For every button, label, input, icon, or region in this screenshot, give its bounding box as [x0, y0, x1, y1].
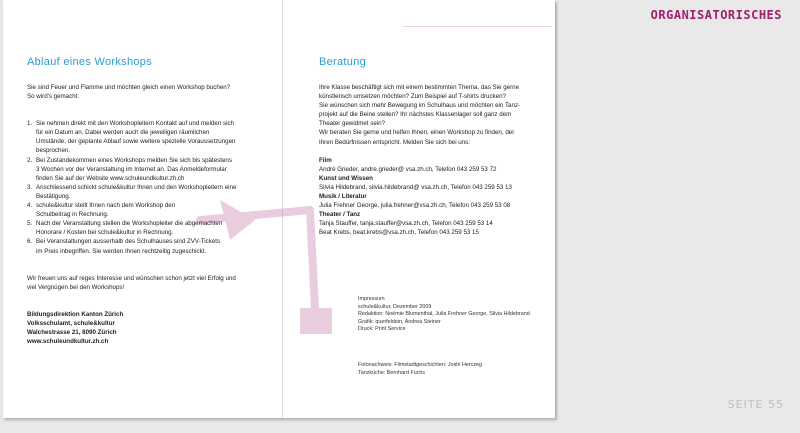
address-line: Bildungsdirektion Kanton Zürich — [27, 310, 124, 318]
consulting-intro — [319, 83, 544, 147]
contact-entry: André Grieder, andre.grieder@ vsa.zh.ch, Telefon 043 259 53 72 — [319, 165, 497, 173]
intro-line: projekt auf die Beine stellen? Ihr nächstes Klassenlager soll ganz dem — [319, 111, 512, 119]
photo-credits — [358, 362, 482, 377]
steps-list — [27, 119, 277, 255]
contact-heading: Musik / Literatur — [319, 193, 367, 201]
closing-line: viel Vergnügen bei den Workshops! — [27, 283, 125, 291]
step-item — [27, 183, 277, 201]
impressum-line: Impressum — [358, 296, 385, 302]
step-line: Bestätigung. — [36, 192, 71, 200]
step-line: Honorare / Kosten bei schule&kultur in Rechnung. — [36, 229, 174, 237]
closing-line: Wir freuen uns auf reges Interesse und wünschen schon jetzt viel Erfolg und — [27, 274, 236, 282]
website-link[interactable]: www.schuleundkultur.zh.ch — [27, 338, 109, 346]
contacts-list — [319, 156, 544, 238]
step-line: für ein Datum an. Dabei werden auch die jeweiligen räumlichen — [36, 129, 210, 137]
step-line: besprochen. — [36, 147, 71, 155]
right-title: Beratung — [319, 56, 367, 68]
intro-line: künstlerisch umsetzen möchten? Zum Beispiel auf T-shirts drucken? — [319, 93, 506, 101]
contact-entry: Tanja Stauffer, tanja.stauffer@vsa.zh.ch, Telefon 043 259 53 14 — [319, 220, 493, 228]
intro-line: Ihre Klasse beschäftigt sich mit einem bestimmten Thema, das Sie gerne — [319, 84, 520, 91]
credit-line: Fotonachweis: Filmstadtgeschichten: Joshi Herczeg — [358, 362, 483, 368]
address-line: Volksschulamt, schule&kultur — [27, 319, 115, 327]
step-item — [27, 156, 277, 183]
step-item — [27, 237, 277, 255]
step-number: 1. — [27, 120, 33, 128]
address-line: Walchestrasse 21, 8090 Zürich — [27, 328, 117, 336]
step-line: schule&kultur stellt Ihnen nach dem Workshop den — [36, 202, 176, 210]
step-line: Sie nehmen direkt mit den Workshopleitern Kontakt auf und melden sich — [36, 120, 234, 128]
step-line: finden Sie auf der Website www.schuleundkultur.zh.ch — [36, 174, 185, 182]
contact-heading: Theater / Tanz — [319, 211, 361, 219]
consulting-section — [319, 83, 544, 238]
step-line: Bei Zustandekommen eines Workshops melden Sie sich bis spätestens — [36, 156, 232, 164]
step-line: im Preis inbegriffen. Sie werden Ihnen rechtzeitig zugeschickt. — [36, 247, 207, 255]
step-line: Nach der Veranstaltung stellen die Workshopleiter die abgemachten — [36, 220, 223, 228]
intro-line: Sie sind Feuer und Flamme und möchten gleich einen Workshop buchen? — [27, 84, 231, 91]
step-number: 4. — [27, 202, 33, 210]
contact-entry: Julia Frehner George, julia.frehner@vsa.zh.ch, Telefon 043 259 53 08 — [319, 202, 511, 210]
step-line: Bei Veranstaltungen ausserhalb des Schulhauses sind ZVV-Tickets — [36, 238, 221, 246]
section-header-bar — [403, 0, 552, 27]
step-item — [27, 119, 277, 155]
contact-entry: Beat Krebs, beat.krebs@vsa.zh.ch, Telefon 043 259 53 15 — [319, 229, 479, 237]
impressum-line: Grafik: querfeldein, Andrea Steiner — [358, 318, 441, 325]
impressum-line: Redaktion: Noëmie Blumenthal, Julia Frehner George, Silvia Hildebrand — [358, 311, 530, 318]
contact-heading: Kunst und Wissen — [319, 174, 373, 182]
page-shadow — [555, 2, 559, 420]
contact-heading: Film — [319, 156, 332, 164]
step-number: 6. — [27, 238, 33, 246]
intro-line: Sie wünschen sich mehr Bewegung im Schulhaus und möchten ein Tanz- — [319, 102, 521, 110]
step-line: Schulbeitrag in Rechnung. — [36, 211, 109, 219]
credit-line: Tanzküche: Bernhard Fuchs — [358, 369, 426, 376]
step-line: 3 Wochen vor der Veranstaltung im Internet an. Das Anmeldeformular — [36, 165, 227, 173]
step-number: 5. — [27, 220, 33, 228]
step-number: 2. — [27, 156, 33, 164]
intro-line: Theater gewidmet sein? — [319, 120, 386, 128]
impressum-line: Druck: Print Service — [358, 326, 406, 333]
intro-line: Ihren Bedürfnissen entspricht. Melden Sie sich bei uns: — [319, 138, 470, 146]
step-number: 3. — [27, 183, 33, 191]
step-line: Anschliessend schickt schule&kultur Ihnen und den Workshopleitern eine — [36, 183, 237, 191]
intro-line: So wird's gemacht: — [27, 93, 80, 101]
page-number: SEITE 55 — [727, 398, 784, 411]
impressum — [358, 296, 530, 334]
workshop-procedure — [27, 83, 277, 346]
step-item — [27, 201, 277, 219]
step-line: Umstände, der geplante Ablauf sowie weitere spezielle Voraussetzungen — [36, 138, 236, 146]
page-fold — [282, 0, 283, 418]
contact-entry: Silvia Hildebrand, silvia.hildebrand@ vsa.zh.ch, Telefon 043 259 53 13 — [319, 183, 512, 191]
left-title: Ablauf eines Workshops — [27, 56, 153, 68]
step-item — [27, 219, 277, 237]
section-label: ORGANISATORISCHES — [650, 8, 782, 22]
intro-line: Wir beraten Sie gerne und helfen Ihnen, einen Workshop zu finden, der — [319, 129, 515, 137]
impressum-line: schule&kultur, Dezember 2009 — [358, 303, 432, 310]
